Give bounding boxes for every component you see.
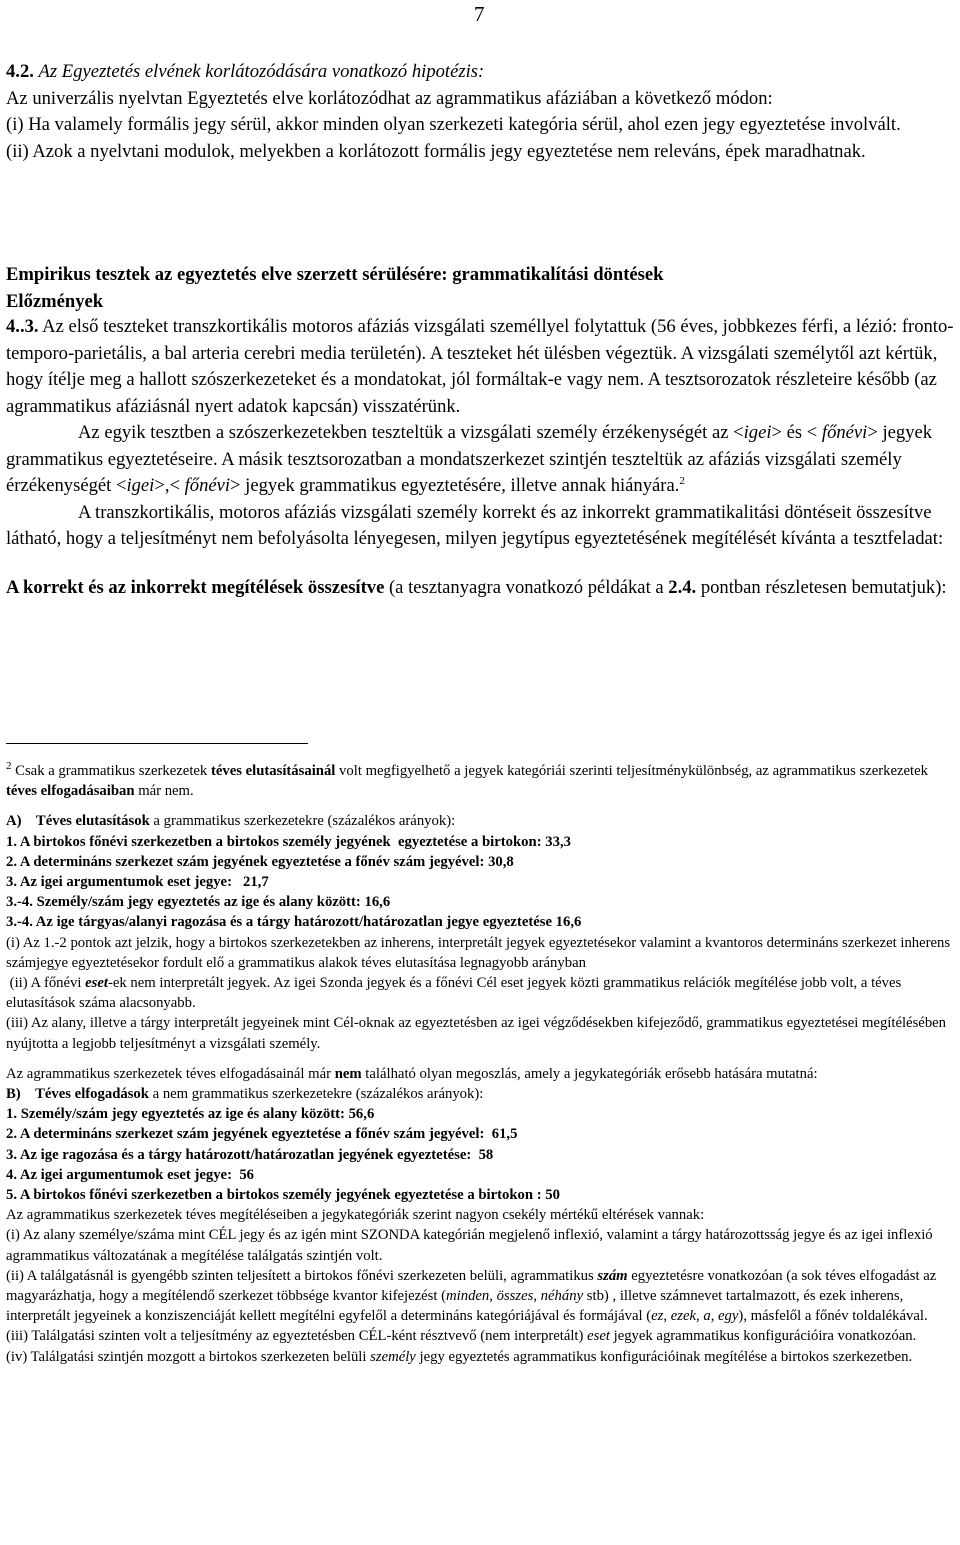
fn-bold-1: téves elutasításainál — [210, 763, 336, 779]
a-note-ii-a: (ii) A főnévi — [6, 975, 86, 992]
a-item-2: 2. A determináns szerkezet szám jegyének egyeztetése a főnév szám jegyével: 30,8 — [6, 853, 514, 870]
section-b-rest: a nem grammatikus szerkezetekre (százalékos arányok): — [148, 1086, 484, 1103]
a-item-5: 3.-4. Az ige tárgyas/alanyi ragozása és a tárgy határozott/határozatlan jegye egyeztetése 16,6 — [6, 914, 582, 931]
a-item-3: 3. Az igei argumentumok eset jegye: 21,7 — [6, 874, 269, 891]
fn-b: volt megfigyelhető a jegyek kategóriái szerinti teljesítménykülönbség, az agrammatikus szerkezetek — [335, 763, 928, 779]
b-intro-a: Az agrammatikus szerkezetek téves elfogadásainál már — [6, 1065, 335, 1082]
spacer — [6, 1054, 956, 1064]
section-b-label: B) Téves elfogadások — [6, 1086, 149, 1103]
a-note-ii — [6, 973, 956, 1013]
b-item-3: 3. Az ige ragozása és a tárgy határozott/határozatlan jegyének egyeztetése: 58 — [6, 1146, 494, 1163]
a-item-1: 1. A birtokos főnévi szerkezetben a birtokos személy jegyének egyeztetése a birtokon: 33,3 — [6, 833, 571, 850]
p2-a: Az egyik tesztben a szószerkezetekben teszteltük a vizsgálati személy érzékenységét az < — [78, 422, 744, 443]
body-text — [6, 314, 956, 601]
b-note-ii-italic-2: ez, ezek, a, egy — [651, 1308, 739, 1325]
b-intro-nem: nem — [334, 1065, 362, 1082]
b-item-5: 5. A birtokos főnévi szerkezetben a birtokos személy jegyének egyeztetése a birtokon : 50 — [6, 1187, 560, 1204]
a-item-4: 3.-4. Személy/szám jegy egyeztetés az ige és alany között: 16,6 — [6, 894, 391, 911]
p2-d: >,< — [154, 475, 185, 496]
section-heading: Empirikus tesztek az egyeztetés elve szerzett sérülésére: grammatikalítási döntések — [6, 264, 664, 285]
paragraph-1-text: Az első teszteket transzkortikális motoros afáziás vizsgálati személlyel folytattuk (56 éves, jobbkezes férfi, a lézió: fronto-temporo-parietális, a bal arteria cerebri media területén). A teszteket hét ülésben végeztük. A vizsgálati személytől azt kértük, hogy ítélje meg a hallott szószerkezeteket és a mondatokat, jól formáltak-e vagy nem. A tesztsorozatok részleteire később (az agrammatikus afáziásnál nyert adatok kapcsán) visszatérünk. — [6, 316, 954, 417]
p4-b: pontban részletesen bemutatjuk): — [696, 576, 947, 598]
b-item-1: 1. Személy/szám jegy egyeztetés az ige és alany között: 56,6 — [6, 1106, 375, 1123]
b-note-ii-d: ), másfelől a főnév toldalékával. — [738, 1308, 928, 1325]
b-note-ii-c: stb) , illetve számnevet tartalmazott, és ezek inherens, interpretált jegyeinek a konziszenciáját kellett megítélni egyfelől a determináns kategóriájával és formájával ( — [6, 1288, 904, 1325]
a-note-i: (i) Az 1.-2 pontok azt jelzik, hogy a birtokos szerkezetekben az inherens, interpretált jegyek egyeztetésekor valamint a kvantoros determináns szerkezet inherens számjegye egyeztetésekor fordult elő a grammatikus alakok téves elutasítása legnagyobb arányban — [6, 934, 951, 971]
footnote — [6, 761, 956, 1367]
b-intro-c: található olyan megoszlás, amely a jegykategóriák erősebb hatására mutatná: — [361, 1065, 818, 1082]
section-heading-block — [6, 262, 956, 315]
paragraph-4 — [6, 575, 956, 602]
section-subheading: Előzmények — [6, 290, 104, 312]
b-intro — [6, 1064, 956, 1084]
p2-igei-1: igei — [743, 422, 772, 443]
p2-fonevi-1: főnévi — [821, 422, 868, 443]
section-a-label: A) Téves elutasítások — [6, 813, 150, 830]
b-note-ii-a: (ii) A találgatásnál is gyengébb szinten teljesített a birtokos főnévi szerkezeten belüli, agrammatikus — [6, 1267, 598, 1284]
p2-e: > jegyek grammatikus egyeztetésére, illetve annak hiányára. — [230, 475, 680, 496]
hypothesis-title — [6, 59, 956, 86]
b-note-iii-eset: eset — [587, 1328, 610, 1345]
b-note-i: (i) Az alany személye/száma mint CÉL jegy és az igén mint SZONDA kategórián megjelenő inflexió, valamint a tárgy határozottsság jegye és az igei inflexió agrammatikus változatának a megítélése találgatás szintjén volt. — [6, 1227, 933, 1264]
section-a-rest: a grammatikus szerkezetekre (százalékos arányok): — [149, 813, 456, 830]
p2-fonevi-2: főnévi — [184, 475, 231, 496]
b-note-iii-b: jegyek agrammatikus konfigurációira vonatkozóan. — [609, 1328, 917, 1345]
paragraph-number: 4..3. — [6, 316, 39, 337]
a-note-ii-c: -ek nem interpretált jegyek. Az igei Szonda jegyek és a főnévi Cél eset jegyek közti grammatikus relációk megítélése jobb volt, a téves elutasítások száma alacsonyabb. — [6, 975, 902, 1012]
p4-bold: A korrekt és az inkorrekt megítélések összesítve — [6, 576, 385, 598]
a-note-iii: (iii) Az alany, illetve a tárgy interpretált jegyeinek mint Cél-oknak az egyeztetésben az igei végződésekben kifejeződő, grammatikus egyeztetései megítélésében nyújtotta a legjobb teljesítményt a vizsgálati személy. — [6, 1015, 947, 1052]
footnote-separator — [6, 743, 308, 744]
section-a-heading — [6, 811, 956, 831]
section-number: 4.2. — [6, 61, 34, 82]
p4-bold-2: 2.4. — [668, 576, 697, 598]
hypothesis-intro: Az univerzális nyelvtan Egyeztetés elve korlátozódhat az agrammatikus afáziában a következő módon: — [6, 87, 773, 109]
b-note-ii-b: egyeztetésre vonatkozóan (a sok téves elfogadást az magyarázhatja, hogy a megítélendő szerkezet többsége kvantor kifejezést ( — [6, 1267, 937, 1305]
p2-igei-2: igei — [126, 475, 155, 496]
hypothesis-item-i: (i) Ha valamely formális jegy sérül, akkor minden olyan szerkezeti kategória sérül, ahol ezen jegy egyeztetése involvált. — [6, 114, 901, 135]
b-note-iv-szemely: személy — [370, 1348, 416, 1365]
fn-a: Csak a grammatikus szerkezetek — [11, 763, 211, 779]
b-note-iv-b: jegy egyeztetés agrammatikus konfigurációinak megítélése a birtokos szerkezetben. — [415, 1348, 913, 1365]
p2-c: > jegyek grammatikus egyeztetéseire. A másik tesztsorozatban a mondatszerkezet szintjén teszteltük az afáziás vizsgálati személy érzékenységét < — [6, 422, 933, 496]
b-item-2: 2. A determináns szerkezet szám jegyének egyeztetése a főnév szám jegyével: 61,5 — [6, 1126, 518, 1143]
b-note-ii — [6, 1266, 956, 1327]
footnote-reference: 2 — [679, 474, 685, 487]
p2-b: > és < — [771, 422, 822, 443]
b-note-ii-italic-1: minden, összes, néhány — [446, 1288, 584, 1305]
b-note-iii — [6, 1326, 956, 1346]
spacer — [6, 801, 956, 811]
spacer — [6, 553, 956, 575]
fn-bold-2: téves elfogadásaiban — [6, 783, 135, 800]
b-note-ii-szam: szám — [597, 1267, 628, 1284]
b-summary: Az agrammatikus szerkezetek téves megítéléseiben a jegykategóriák szerint nagyon csekély mértékű eltérések vannak: — [6, 1207, 705, 1224]
page-number: 7 — [474, 2, 485, 26]
footnote-mark: 2 — [6, 760, 12, 773]
b-item-4: 4. Az igei argumentumok eset jegye: 56 — [6, 1166, 255, 1183]
b-note-iv — [6, 1347, 956, 1367]
paragraph-1 — [6, 314, 956, 420]
hypothesis-item-ii: (ii) Azok a nyelvtani modulok, melyekben a korlátozott formális jegy egyeztetése nem releváns, épek maradhatnak. — [6, 140, 866, 162]
footnote-text — [6, 761, 956, 801]
paragraph-3: A transzkortikális, motoros afáziás vizsgálati személy korrekt és az inkorrekt grammatikalitási döntéseit összesítve látható, hogy a teljesítményt nem befolyásolta lényegesen, milyen jegytípus egyeztetésének megítélését kívánta a tesztfeladat: — [6, 501, 944, 549]
hypothesis-block — [6, 59, 956, 165]
b-note-iv-a: (iv) Találgatási szintjén mozgott a birtokos szerkezeten belüli — [6, 1348, 371, 1365]
a-note-ii-eset: eset — [85, 975, 108, 992]
section-title: Az Egyeztetés elvének korlátozódására vonatkozó hipotézis: — [38, 61, 485, 82]
b-note-iii-a: (iii) Találgatási szinten volt a teljesítmény az egyeztetésben CÉL-ként résztvevő (nem interpretált) — [6, 1328, 588, 1345]
section-b-heading — [6, 1084, 956, 1104]
p4-a: (a tesztanyagra vonatkozó példákat a — [384, 576, 669, 598]
paragraph-2 — [6, 420, 956, 500]
fn-c: már nem. — [134, 783, 194, 800]
